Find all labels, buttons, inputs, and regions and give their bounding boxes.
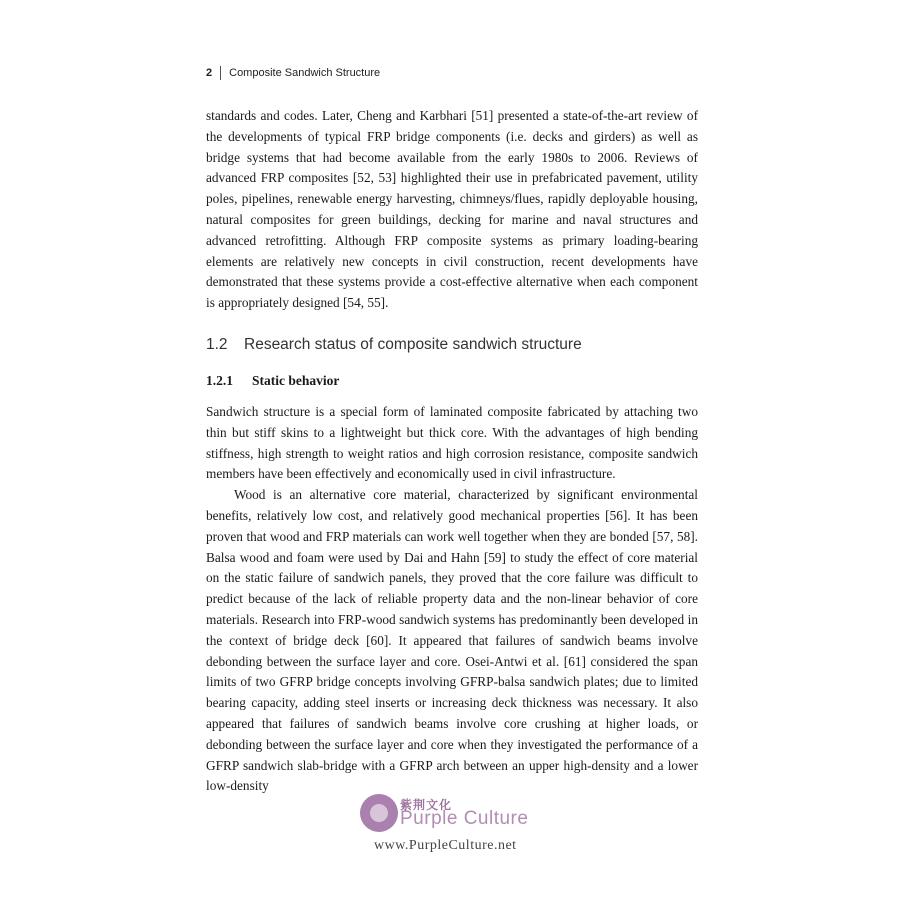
watermark-chinese-text: 紫荆文化 (400, 798, 453, 812)
section-title: Research status of composite sandwich structure (244, 335, 582, 353)
subsection-title: Static behavior (252, 372, 340, 388)
page-number: 2 (206, 67, 213, 79)
body-paragraph: Sandwich structure is a special form of laminated composite fabricated by attaching two thin but stiff skins to a lightweight but thick core. With the advantages of high bending stiffness, high strength to weight ratios and high corrosion resistance, composite sandwich members have been effectively and economically used in civil infrastructure. (206, 403, 698, 482)
watermark-url: www.PurpleCulture.net (374, 838, 517, 853)
body-paragraph: Wood is an alternative core material, characterized by significant environmental benefits, relatively low cost, and relatively good mechanical properties [56]. It has been proven that wood and FRP materials can work well together when they are bonded [57, 58]. Balsa wood and foam were used by Dai and Hahn [59] to study the effect of core material on the static failure of sandwich panels, they proved that the core failure was difficult to predict because of the lack of reliable property data and the non-linear behavior of core materials. Research into FRP-wood sandwich systems has predominantly been developed in the context of bridge deck [60]. It appeared that failures of sandwich beams involve debonding between the surface layer and core. Osei-Antwi et al. [61] considered the span limits of two GFRP bridge concepts involving GFRP-balsa sandwich plates; due to limited bearing capacity, adding steel inserts or increasing deck thickness was necessary. It also appeared that failures of sandwich beams involve core crushing at higher loads, or debonding between the surface layer and core when they investigated the performance of a GFRP sandwich slab-bridge with a GFRP arch between an upper high-density and a lower low-density (206, 487, 698, 794)
subsection-number: 1.2.1 (206, 372, 233, 388)
subsection-heading (206, 372, 698, 390)
section-heading (206, 334, 698, 356)
purple-culture-logo-icon (360, 794, 398, 832)
section-number: 1.2 (206, 335, 228, 353)
running-header (206, 62, 698, 84)
body-paragraph: standards and codes. Later, Cheng and Karbhari [51] presented a state-of-the-art review of the developments of typical FRP bridge components (i.e. decks and girders) as well as bridge systems that had become available from the early 1980s to 2006. Reviews of advanced FRP composites [52, 53] highlighted their use in prefabricated pavement, utility poles, pipelines, renewable energy harvesting, chimneys/flues, rapidly deployable housing, natural composites for green buildings, decking for marine and naval structures and advanced retrofitting. Although FRP composite systems as primary loading-bearing elements are relatively new concepts in civil construction, recent developments have demonstrated that these systems provide a cost-effective alternative when each component is appropriately designed [54, 55]. (206, 108, 698, 311)
header-divider (220, 66, 221, 80)
watermark-brand: Purple Culture (400, 808, 529, 829)
watermark (360, 794, 550, 864)
book-page (206, 62, 698, 797)
running-title: Composite Sandwich Structure (229, 67, 381, 79)
